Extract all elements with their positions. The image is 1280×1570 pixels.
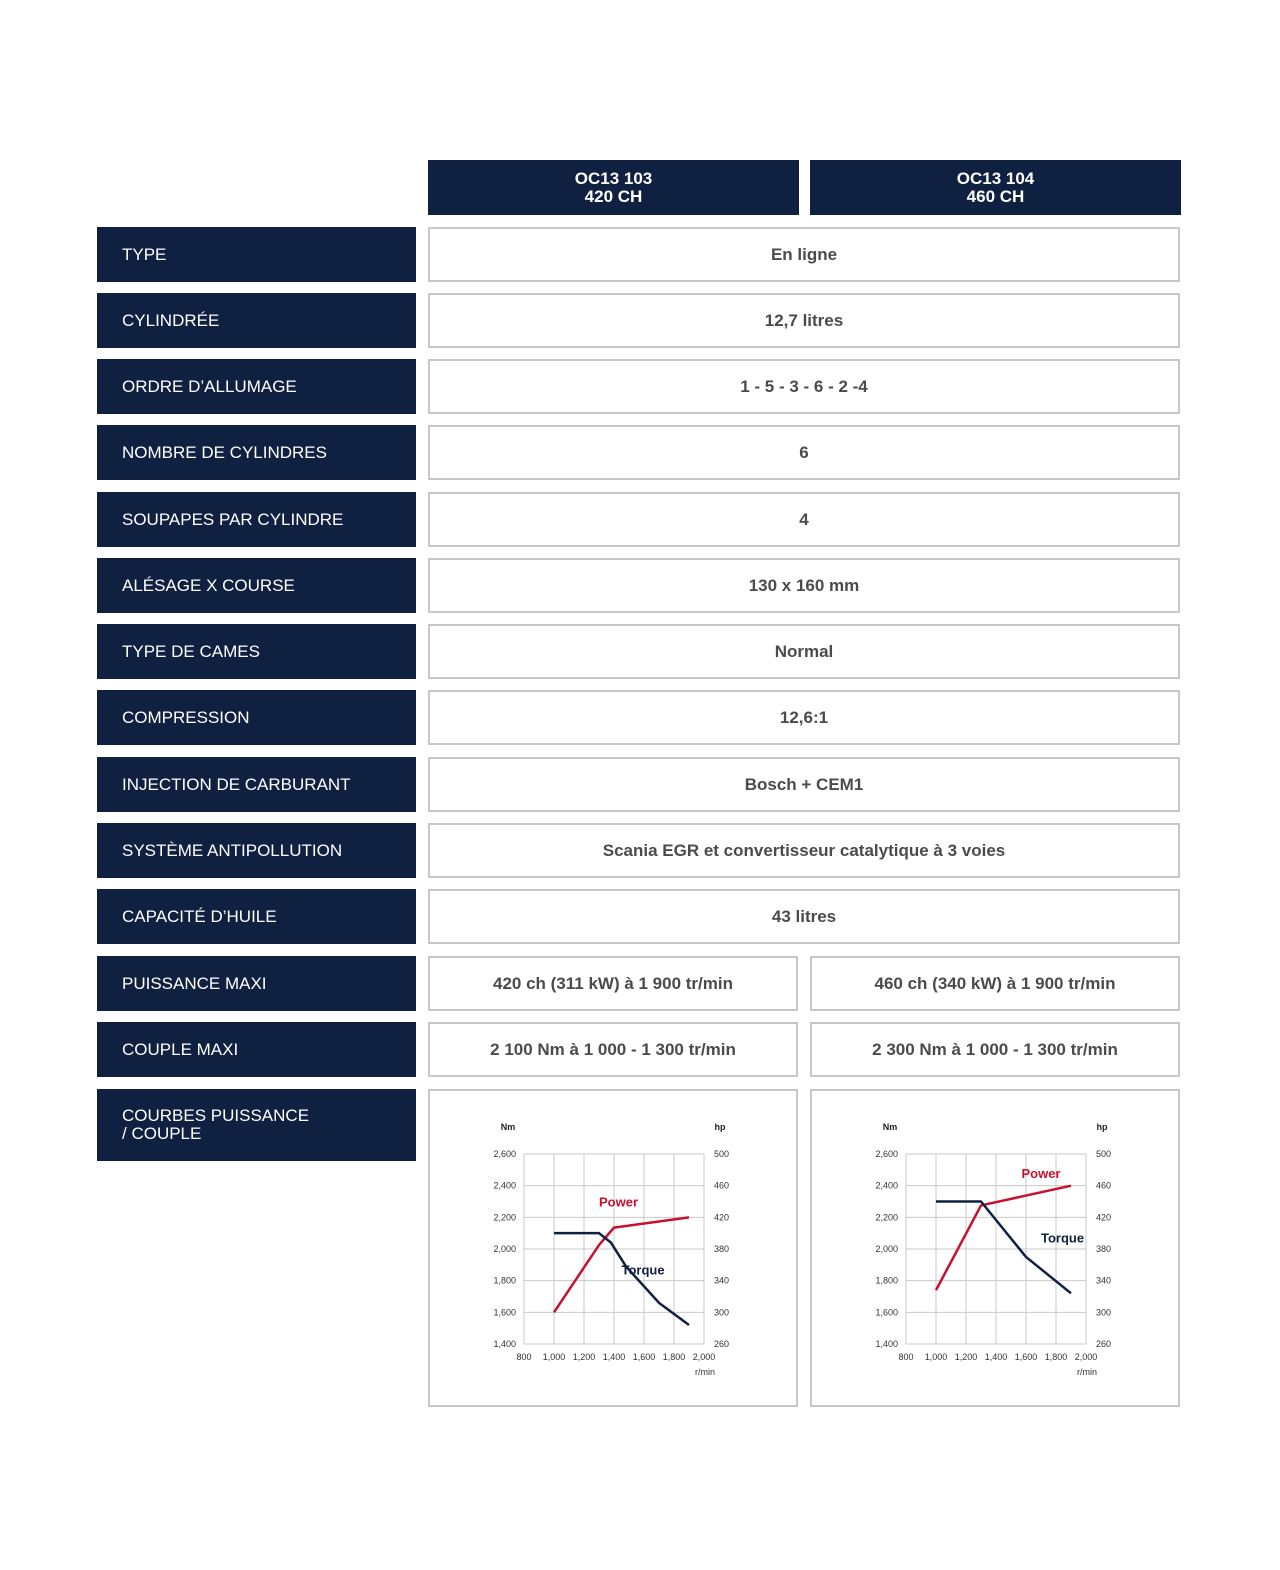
x-axis-label: r/min bbox=[695, 1367, 715, 1377]
y-left-tick-label: 1,600 bbox=[875, 1307, 898, 1318]
row-label-type: TYPE bbox=[97, 227, 416, 282]
y-left-tick-label: 2,200 bbox=[875, 1212, 898, 1223]
x-tick-label: 1,600 bbox=[632, 1352, 656, 1362]
row-label-cylindree: CYLINDRÉE bbox=[97, 293, 416, 348]
series-line-torque bbox=[554, 1233, 689, 1325]
row-label-curves-line2: / COUPLE bbox=[122, 1124, 202, 1143]
row-value-valves: 4 bbox=[428, 492, 1180, 547]
y-right-tick-label: 500 bbox=[714, 1149, 730, 1159]
row-label-curves bbox=[97, 1089, 416, 1161]
series-line-torque bbox=[936, 1202, 1071, 1294]
column-header-model: OC13 103 bbox=[574, 168, 653, 188]
row-value-oil-capacity: 43 litres bbox=[428, 889, 1180, 944]
row-label-oil-capacity: CAPACITÉ D’HUILE bbox=[97, 889, 416, 944]
row-value-cylindree: 12,7 litres bbox=[428, 293, 1180, 348]
row-label-valves: SOUPAPES PAR CYLINDRE bbox=[97, 492, 416, 547]
x-tick-label: 1,400 bbox=[602, 1352, 626, 1362]
y-left-tick-label: 1,600 bbox=[493, 1307, 516, 1318]
y-right-tick-label: 340 bbox=[714, 1275, 730, 1286]
y-right-tick-label: 260 bbox=[1096, 1339, 1112, 1349]
y-left-tick-label: 2,600 bbox=[875, 1149, 898, 1159]
x-tick-label: 1,000 bbox=[542, 1352, 566, 1362]
y-left-tick-label: 1,400 bbox=[875, 1339, 898, 1349]
y-left-axis-label: Nm bbox=[882, 1122, 898, 1132]
x-tick-label: 800 bbox=[898, 1352, 914, 1362]
row-value-max-torque-103: 2 100 Nm à 1 000 - 1 300 tr/min bbox=[428, 1022, 798, 1077]
y-right-tick-label: 260 bbox=[714, 1339, 730, 1349]
x-tick-label: 1,400 bbox=[984, 1352, 1008, 1362]
row-value-emission-system: Scania EGR et convertisseur catalytique à 3 voies bbox=[428, 823, 1180, 878]
chart-svg bbox=[430, 1091, 796, 1405]
row-label-cam-type: TYPE DE CAMES bbox=[97, 624, 416, 679]
row-label-firing-order: ORDRE D’ALLUMAGE bbox=[97, 359, 416, 414]
power-torque-chart-104 bbox=[810, 1089, 1180, 1407]
row-label-compression: COMPRESSION bbox=[97, 690, 416, 745]
y-left-tick-label: 1,800 bbox=[493, 1275, 516, 1286]
series-label-power: Power bbox=[599, 1194, 639, 1210]
row-value-cam-type: Normal bbox=[428, 624, 1180, 679]
y-right-tick-label: 460 bbox=[714, 1180, 730, 1191]
chart-svg bbox=[812, 1091, 1178, 1405]
row-value-bore-stroke: 130 x 160 mm bbox=[428, 558, 1180, 613]
x-tick-label: 2,000 bbox=[692, 1352, 716, 1362]
power-torque-chart-103 bbox=[428, 1089, 798, 1407]
row-label-max-power: PUISSANCE MAXI bbox=[97, 956, 416, 1011]
x-tick-label: 1,600 bbox=[1014, 1352, 1038, 1362]
row-value-compression: 12,6:1 bbox=[428, 690, 1180, 745]
x-tick-label: 1,800 bbox=[1044, 1352, 1068, 1362]
row-label-cylinders: NOMBRE DE CYLINDRES bbox=[97, 425, 416, 480]
y-right-tick-label: 380 bbox=[1096, 1244, 1112, 1254]
column-header-power: 460 CH bbox=[966, 186, 1025, 206]
y-left-axis-label: Nm bbox=[500, 1122, 516, 1132]
column-header-oc13-104 bbox=[810, 160, 1181, 215]
y-right-tick-label: 460 bbox=[1096, 1180, 1112, 1191]
x-tick-label: 1,200 bbox=[954, 1352, 978, 1362]
row-value-fuel-injection: Bosch + CEM1 bbox=[428, 757, 1180, 812]
series-label-power: Power bbox=[1021, 1165, 1061, 1181]
x-tick-label: 1,000 bbox=[924, 1352, 948, 1362]
y-left-tick-label: 2,000 bbox=[493, 1244, 516, 1254]
row-label-bore-stroke: ALÉSAGE X COURSE bbox=[97, 558, 416, 613]
row-value-cylinders: 6 bbox=[428, 425, 1180, 480]
x-tick-label: 1,200 bbox=[572, 1352, 596, 1362]
y-left-tick-label: 2,400 bbox=[493, 1180, 516, 1191]
row-label-emission-system: SYSTÈME ANTIPOLLUTION bbox=[97, 823, 416, 878]
x-axis-label: r/min bbox=[1077, 1367, 1097, 1377]
x-tick-label: 1,800 bbox=[662, 1352, 686, 1362]
y-right-tick-label: 420 bbox=[1096, 1212, 1112, 1223]
row-value-max-power-104: 460 ch (340 kW) à 1 900 tr/min bbox=[810, 956, 1180, 1011]
y-right-tick-label: 300 bbox=[714, 1307, 730, 1318]
y-right-axis-label: hp bbox=[1096, 1122, 1108, 1132]
row-value-firing-order: 1 - 5 - 3 - 6 - 2 -4 bbox=[428, 359, 1180, 414]
y-right-axis-label: hp bbox=[714, 1122, 726, 1132]
series-label-torque: Torque bbox=[621, 1262, 665, 1278]
y-left-tick-label: 2,000 bbox=[875, 1244, 898, 1254]
column-header-oc13-103 bbox=[428, 160, 799, 215]
row-value-max-power-103: 420 ch (311 kW) à 1 900 tr/min bbox=[428, 956, 798, 1011]
y-left-tick-label: 2,600 bbox=[493, 1149, 516, 1159]
series-label-torque: Torque bbox=[1041, 1230, 1085, 1246]
y-right-tick-label: 380 bbox=[714, 1244, 730, 1254]
y-left-tick-label: 2,200 bbox=[493, 1212, 516, 1223]
y-right-tick-label: 420 bbox=[714, 1212, 730, 1223]
y-left-tick-label: 1,400 bbox=[493, 1339, 516, 1349]
column-header-power: 420 CH bbox=[584, 186, 643, 206]
row-label-fuel-injection: INJECTION DE CARBURANT bbox=[97, 757, 416, 812]
column-header-model: OC13 104 bbox=[956, 168, 1035, 188]
y-left-tick-label: 2,400 bbox=[875, 1180, 898, 1191]
row-value-type: En ligne bbox=[428, 227, 1180, 282]
row-value-max-torque-104: 2 300 Nm à 1 000 - 1 300 tr/min bbox=[810, 1022, 1180, 1077]
x-tick-label: 800 bbox=[516, 1352, 532, 1362]
y-right-tick-label: 500 bbox=[1096, 1149, 1112, 1159]
y-left-tick-label: 1,800 bbox=[875, 1275, 898, 1286]
y-right-tick-label: 340 bbox=[1096, 1275, 1112, 1286]
y-right-tick-label: 300 bbox=[1096, 1307, 1112, 1318]
x-tick-label: 2,000 bbox=[1074, 1352, 1098, 1362]
row-label-curves-line1: COURBES PUISSANCE bbox=[122, 1106, 310, 1125]
row-label-max-torque: COUPLE MAXI bbox=[97, 1022, 416, 1077]
